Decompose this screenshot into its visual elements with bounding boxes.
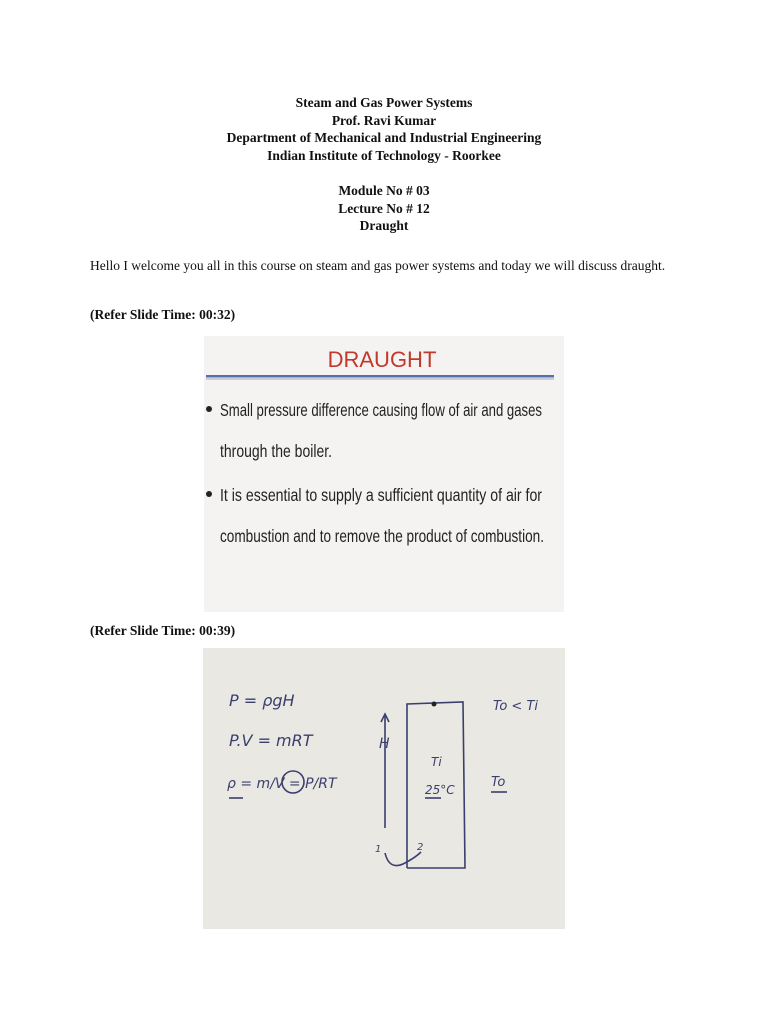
whiteboard-slide xyxy=(203,648,565,929)
bullet-1-line-1: Small pressure difference causing flow of air and gases xyxy=(220,400,543,420)
refer-slide-time-2: (Refer Slide Time: 00:39) xyxy=(90,623,236,638)
department-name: Department of Mechanical and Industrial Engineering xyxy=(226,130,542,145)
bullet-2-line-1: It is essential to supply a sufficient quantity of air for xyxy=(220,485,543,505)
point-1-label: 1 xyxy=(375,844,382,855)
professor-name: Prof. Ravi Kumar xyxy=(331,112,437,128)
bullet-2-line-2: combustion and to remove the product of combustion. xyxy=(220,526,544,546)
slide-title-rule xyxy=(206,375,554,378)
intro-paragraph: Hello I welcome you all in this course on steam and gas power systems and today we will discuss draught. xyxy=(90,258,666,273)
slide-draught-graphic xyxy=(204,336,564,612)
lecture-topic: Draught xyxy=(359,218,409,233)
document-header xyxy=(0,94,768,164)
height-label: H xyxy=(379,736,390,752)
bullet-1-line-2: through the boiler. xyxy=(220,441,332,461)
lecture-number: Lecture No # 12 xyxy=(338,200,430,216)
point-2-label: 2 xyxy=(417,842,424,853)
bullet-dot-2 xyxy=(206,491,212,497)
institute-name: Indian Institute of Technology - Roorkee xyxy=(267,147,501,163)
slide-title-rule-shadow xyxy=(206,378,554,380)
slide-title: DRAUGHT xyxy=(327,347,437,372)
eq-ideal-gas: P.V = mRT xyxy=(229,731,313,750)
whiteboard-graphic xyxy=(203,648,565,929)
lecture-info xyxy=(0,182,768,235)
course-title: Steam and Gas Power Systems xyxy=(295,95,473,110)
eq-pressure-head: P = ρgH xyxy=(229,691,295,710)
eq-density: ρ = m/V = P/RT xyxy=(227,776,337,792)
temperature-comparison: To < Ti xyxy=(493,699,538,714)
inside-temperature-label: Ti xyxy=(431,755,442,769)
outside-temperature-label: To xyxy=(491,775,506,790)
bullet-dot-1 xyxy=(206,406,212,412)
chimney-top-point xyxy=(432,702,437,707)
refer-slide-time-1: (Refer Slide Time: 00:32) xyxy=(90,307,236,322)
inside-temperature-value: 25°C xyxy=(425,783,455,797)
module-number: Module No # 03 xyxy=(338,183,430,198)
slide-draught xyxy=(204,336,564,612)
